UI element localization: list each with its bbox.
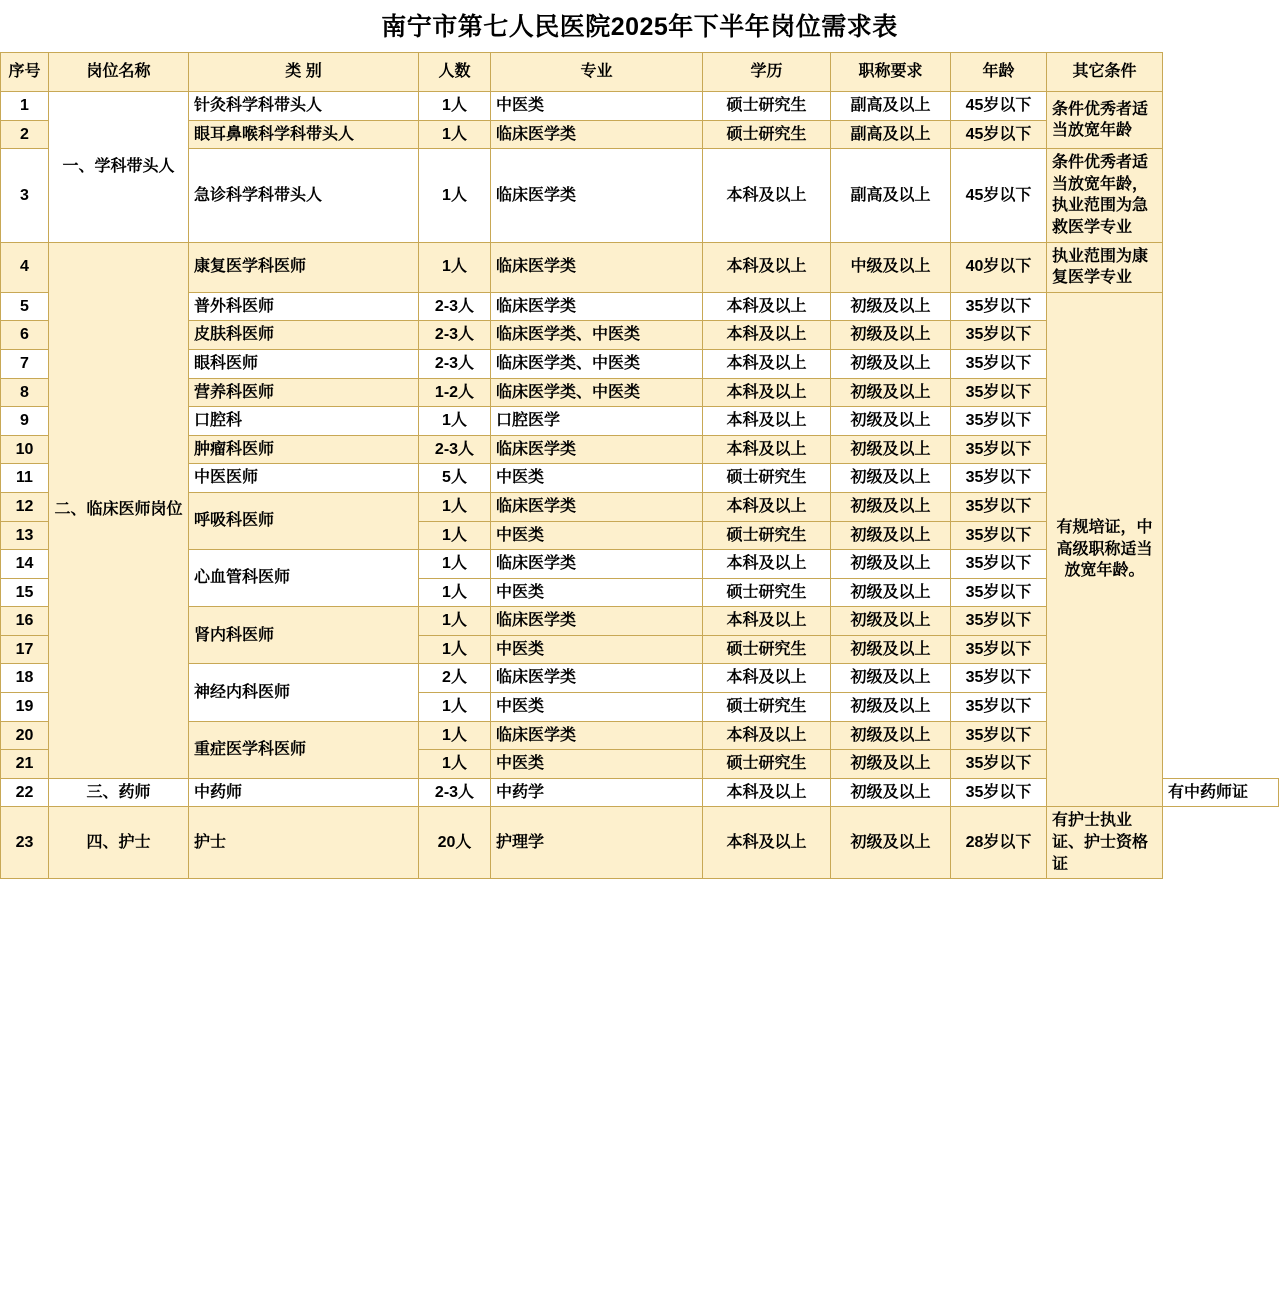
cell-age: 35岁以下 bbox=[951, 664, 1047, 693]
cell-seq: 20 bbox=[1, 721, 49, 750]
cell-title-req: 初级及以上 bbox=[831, 349, 951, 378]
cell-num: 2人 bbox=[419, 664, 491, 693]
cell-num: 1人 bbox=[419, 120, 491, 149]
cell-major: 中医类 bbox=[491, 750, 703, 779]
cell-name: 护士 bbox=[189, 807, 419, 879]
cell-name: 眼耳鼻喉科学科带头人 bbox=[189, 120, 419, 149]
cell-title-req: 初级及以上 bbox=[831, 664, 951, 693]
other-rehab: 执业范围为康复医学专业 bbox=[1047, 242, 1163, 292]
job-requirements-table bbox=[0, 52, 1279, 879]
cell-title-req: 初级及以上 bbox=[831, 578, 951, 607]
cell-title-req: 初级及以上 bbox=[831, 550, 951, 579]
cell-num: 2-3人 bbox=[419, 435, 491, 464]
cell-edu: 本科及以上 bbox=[703, 242, 831, 292]
cell-age: 45岁以下 bbox=[951, 149, 1047, 242]
cell-title-req: 初级及以上 bbox=[831, 321, 951, 350]
cell-age: 35岁以下 bbox=[951, 635, 1047, 664]
cell-title-req: 初级及以上 bbox=[831, 464, 951, 493]
cell-edu: 本科及以上 bbox=[703, 664, 831, 693]
cell-age: 35岁以下 bbox=[951, 378, 1047, 407]
cell-num: 2-3人 bbox=[419, 349, 491, 378]
cell-title-req: 初级及以上 bbox=[831, 750, 951, 779]
cell-edu: 硕士研究生 bbox=[703, 578, 831, 607]
cell-seq: 10 bbox=[1, 435, 49, 464]
cell-major: 临床医学类 bbox=[491, 292, 703, 321]
other-emergency: 条件优秀者适当放宽年龄，执业范围为急救医学专业 bbox=[1047, 149, 1163, 242]
header-title-req: 职称要求 bbox=[831, 53, 951, 92]
cell-age: 35岁以下 bbox=[951, 321, 1047, 350]
cell-major: 临床医学类、中医类 bbox=[491, 378, 703, 407]
cell-edu: 硕士研究生 bbox=[703, 521, 831, 550]
cell-age: 35岁以下 bbox=[951, 407, 1047, 436]
header-name: 类 别 bbox=[189, 53, 419, 92]
other-nurse-cert: 有护士执业证、护士资格证 bbox=[1047, 807, 1163, 879]
cell-age: 35岁以下 bbox=[951, 292, 1047, 321]
cell-name: 心血管科医师 bbox=[189, 550, 419, 607]
cell-title-req: 初级及以上 bbox=[831, 292, 951, 321]
cell-num: 1人 bbox=[419, 693, 491, 722]
cell-edu: 本科及以上 bbox=[703, 550, 831, 579]
table-row bbox=[1, 807, 1279, 879]
cell-edu: 本科及以上 bbox=[703, 378, 831, 407]
cell-seq: 19 bbox=[1, 693, 49, 722]
cell-name: 营养科医师 bbox=[189, 378, 419, 407]
cell-title-req: 初级及以上 bbox=[831, 378, 951, 407]
header-group: 岗位名称 bbox=[49, 53, 189, 92]
cell-title-req: 初级及以上 bbox=[831, 635, 951, 664]
cell-major: 临床医学类 bbox=[491, 242, 703, 292]
cell-edu: 硕士研究生 bbox=[703, 635, 831, 664]
cell-name: 呼吸科医师 bbox=[189, 492, 419, 549]
cell-num: 1人 bbox=[419, 521, 491, 550]
cell-num: 1人 bbox=[419, 607, 491, 636]
cell-seq: 22 bbox=[1, 778, 49, 807]
cell-seq: 23 bbox=[1, 807, 49, 879]
cell-seq: 9 bbox=[1, 407, 49, 436]
header-age: 年龄 bbox=[951, 53, 1047, 92]
table-row bbox=[1, 149, 1279, 242]
cell-seq: 7 bbox=[1, 349, 49, 378]
header-edu: 学历 bbox=[703, 53, 831, 92]
cell-major: 临床医学类 bbox=[491, 120, 703, 149]
cell-num: 1人 bbox=[419, 750, 491, 779]
cell-age: 35岁以下 bbox=[951, 750, 1047, 779]
cell-num: 1人 bbox=[419, 149, 491, 242]
cell-title-req: 初级及以上 bbox=[831, 778, 951, 807]
cell-num: 1人 bbox=[419, 635, 491, 664]
cell-age: 35岁以下 bbox=[951, 578, 1047, 607]
cell-edu: 本科及以上 bbox=[703, 492, 831, 521]
cell-title-req: 初级及以上 bbox=[831, 807, 951, 879]
cell-title-req: 副高及以上 bbox=[831, 149, 951, 242]
table-row bbox=[1, 242, 1279, 292]
group-clinician: 二、临床医师岗位 bbox=[49, 242, 189, 778]
cell-major: 临床医学类 bbox=[491, 607, 703, 636]
cell-edu: 硕士研究生 bbox=[703, 92, 831, 121]
cell-major: 临床医学类 bbox=[491, 492, 703, 521]
cell-edu: 本科及以上 bbox=[703, 607, 831, 636]
cell-edu: 本科及以上 bbox=[703, 778, 831, 807]
cell-age: 35岁以下 bbox=[951, 721, 1047, 750]
cell-seq: 17 bbox=[1, 635, 49, 664]
table-header-row bbox=[1, 53, 1279, 92]
cell-num: 2-3人 bbox=[419, 321, 491, 350]
cell-major: 临床医学类 bbox=[491, 149, 703, 242]
cell-num: 1人 bbox=[419, 721, 491, 750]
cell-age: 28岁以下 bbox=[951, 807, 1047, 879]
cell-major: 中医类 bbox=[491, 92, 703, 121]
cell-age: 45岁以下 bbox=[951, 92, 1047, 121]
group-pharmacist: 三、药师 bbox=[49, 778, 189, 807]
cell-age: 45岁以下 bbox=[951, 120, 1047, 149]
other-relax-age: 条件优秀者适当放宽年龄 bbox=[1047, 92, 1163, 149]
group-leader: 一、学科带头人 bbox=[49, 92, 189, 243]
cell-num: 2-3人 bbox=[419, 778, 491, 807]
cell-edu: 本科及以上 bbox=[703, 407, 831, 436]
cell-name: 神经内科医师 bbox=[189, 664, 419, 721]
cell-num: 1人 bbox=[419, 492, 491, 521]
cell-title-req: 初级及以上 bbox=[831, 407, 951, 436]
page-title: 南宁市第七人民医院2025年下半年岗位需求表 bbox=[381, 13, 898, 41]
cell-name: 重症医学科医师 bbox=[189, 721, 419, 778]
cell-title-req: 初级及以上 bbox=[831, 721, 951, 750]
header-other: 其它条件 bbox=[1047, 53, 1163, 92]
cell-num: 1人 bbox=[419, 242, 491, 292]
cell-age: 35岁以下 bbox=[951, 464, 1047, 493]
cell-seq: 16 bbox=[1, 607, 49, 636]
header-num: 人数 bbox=[419, 53, 491, 92]
cell-name: 针灸科学科带头人 bbox=[189, 92, 419, 121]
cell-edu: 本科及以上 bbox=[703, 292, 831, 321]
cell-num: 1人 bbox=[419, 407, 491, 436]
cell-age: 35岁以下 bbox=[951, 778, 1047, 807]
cell-seq: 11 bbox=[1, 464, 49, 493]
cell-title-req: 初级及以上 bbox=[831, 693, 951, 722]
table-row bbox=[1, 292, 1279, 321]
cell-title-req: 初级及以上 bbox=[831, 492, 951, 521]
cell-edu: 硕士研究生 bbox=[703, 120, 831, 149]
cell-seq: 6 bbox=[1, 321, 49, 350]
cell-seq: 14 bbox=[1, 550, 49, 579]
cell-name: 普外科医师 bbox=[189, 292, 419, 321]
other-clinician-note: 有规培证，中高级职称适当放宽年龄。 bbox=[1047, 292, 1163, 807]
cell-title-req: 副高及以上 bbox=[831, 92, 951, 121]
cell-major: 口腔医学 bbox=[491, 407, 703, 436]
cell-seq: 18 bbox=[1, 664, 49, 693]
table-row bbox=[1, 92, 1279, 121]
cell-edu: 硕士研究生 bbox=[703, 464, 831, 493]
cell-age: 35岁以下 bbox=[951, 435, 1047, 464]
cell-major: 中医类 bbox=[491, 693, 703, 722]
cell-age: 35岁以下 bbox=[951, 550, 1047, 579]
cell-title-req: 初级及以上 bbox=[831, 607, 951, 636]
cell-edu: 本科及以上 bbox=[703, 349, 831, 378]
cell-major: 临床医学类 bbox=[491, 435, 703, 464]
cell-edu: 本科及以上 bbox=[703, 149, 831, 242]
cell-seq: 8 bbox=[1, 378, 49, 407]
cell-seq: 3 bbox=[1, 149, 49, 242]
cell-title-req: 初级及以上 bbox=[831, 435, 951, 464]
cell-major: 中医类 bbox=[491, 521, 703, 550]
header-major: 专业 bbox=[491, 53, 703, 92]
cell-name: 康复医学科医师 bbox=[189, 242, 419, 292]
cell-major: 中医类 bbox=[491, 635, 703, 664]
cell-major: 临床医学类 bbox=[491, 721, 703, 750]
cell-age: 35岁以下 bbox=[951, 693, 1047, 722]
header-seq: 序号 bbox=[1, 53, 49, 92]
cell-edu: 本科及以上 bbox=[703, 721, 831, 750]
cell-num: 1人 bbox=[419, 550, 491, 579]
other-pharmacist-cert: 有中药师证 bbox=[1163, 778, 1279, 807]
group-nurse: 四、护士 bbox=[49, 807, 189, 879]
cell-major: 中医类 bbox=[491, 578, 703, 607]
cell-edu: 本科及以上 bbox=[703, 435, 831, 464]
cell-age: 35岁以下 bbox=[951, 607, 1047, 636]
cell-major: 中药学 bbox=[491, 778, 703, 807]
cell-num: 1人 bbox=[419, 92, 491, 121]
cell-name: 中药师 bbox=[189, 778, 419, 807]
cell-age: 35岁以下 bbox=[951, 492, 1047, 521]
cell-edu: 硕士研究生 bbox=[703, 750, 831, 779]
cell-num: 20人 bbox=[419, 807, 491, 879]
cell-seq: 13 bbox=[1, 521, 49, 550]
cell-age: 35岁以下 bbox=[951, 521, 1047, 550]
cell-seq: 2 bbox=[1, 120, 49, 149]
cell-name: 口腔科 bbox=[189, 407, 419, 436]
cell-edu: 硕士研究生 bbox=[703, 693, 831, 722]
cell-seq: 12 bbox=[1, 492, 49, 521]
cell-seq: 15 bbox=[1, 578, 49, 607]
cell-num: 5人 bbox=[419, 464, 491, 493]
cell-seq: 1 bbox=[1, 92, 49, 121]
cell-num: 2-3人 bbox=[419, 292, 491, 321]
cell-name: 肿瘤科医师 bbox=[189, 435, 419, 464]
cell-edu: 本科及以上 bbox=[703, 321, 831, 350]
cell-edu: 本科及以上 bbox=[703, 807, 831, 879]
cell-num: 1人 bbox=[419, 578, 491, 607]
cell-title-req: 副高及以上 bbox=[831, 120, 951, 149]
cell-title-req: 初级及以上 bbox=[831, 521, 951, 550]
cell-seq: 4 bbox=[1, 242, 49, 292]
cell-name: 皮肤科医师 bbox=[189, 321, 419, 350]
cell-name: 急诊科学科带头人 bbox=[189, 149, 419, 242]
cell-major: 临床医学类、中医类 bbox=[491, 349, 703, 378]
cell-major: 护理学 bbox=[491, 807, 703, 879]
cell-seq: 5 bbox=[1, 292, 49, 321]
cell-major: 临床医学类 bbox=[491, 550, 703, 579]
cell-age: 40岁以下 bbox=[951, 242, 1047, 292]
cell-name: 中医医师 bbox=[189, 464, 419, 493]
cell-major: 临床医学类、中医类 bbox=[491, 321, 703, 350]
cell-title-req: 中级及以上 bbox=[831, 242, 951, 292]
cell-num: 1-2人 bbox=[419, 378, 491, 407]
cell-major: 中医类 bbox=[491, 464, 703, 493]
cell-seq: 21 bbox=[1, 750, 49, 779]
cell-name: 眼科医师 bbox=[189, 349, 419, 378]
cell-major: 临床医学类 bbox=[491, 664, 703, 693]
cell-name: 肾内科医师 bbox=[189, 607, 419, 664]
cell-age: 35岁以下 bbox=[951, 349, 1047, 378]
